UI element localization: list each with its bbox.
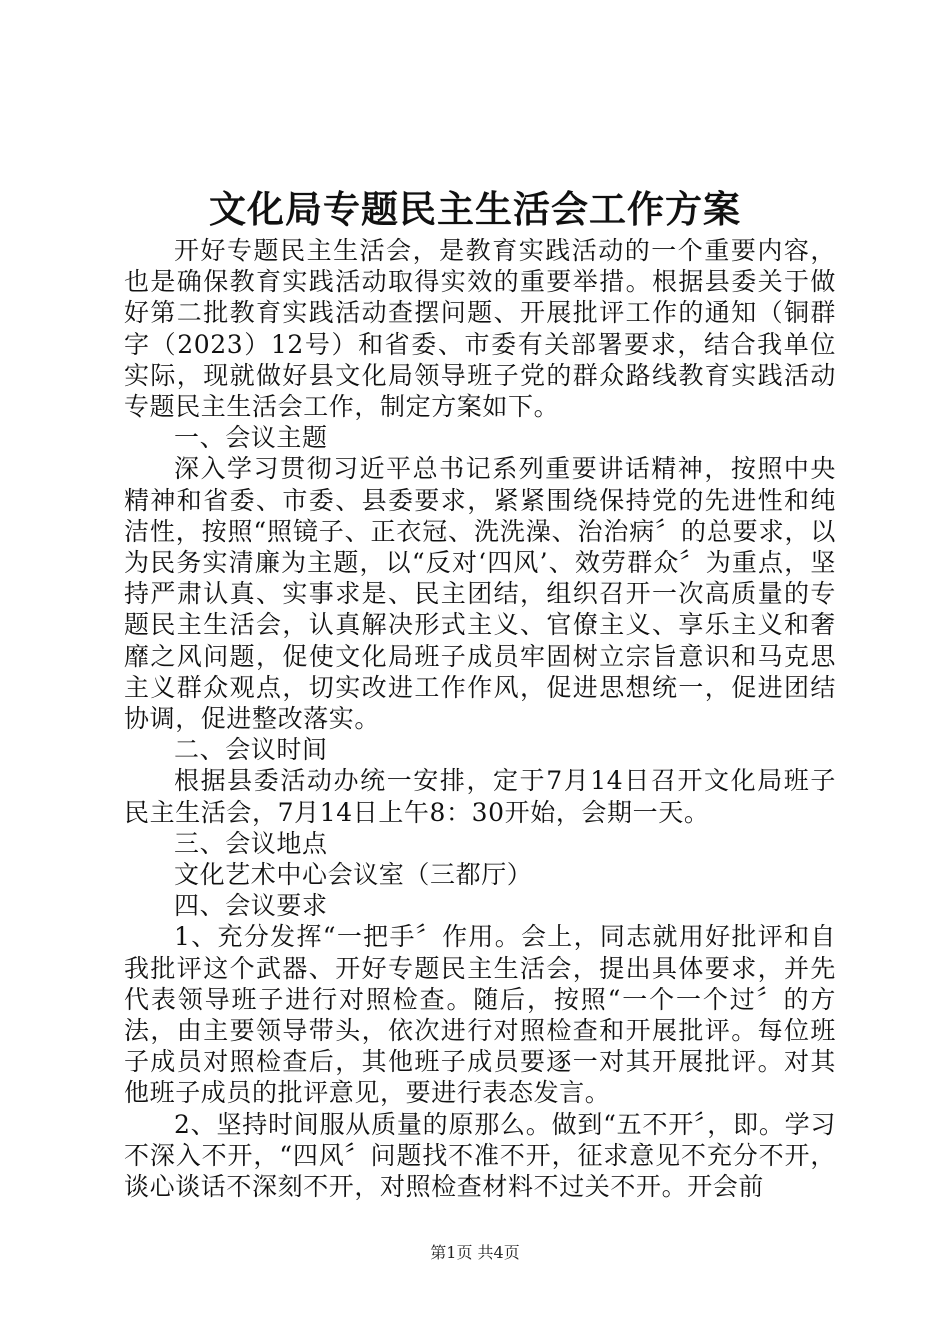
section-heading-time: 二、会议时间 (174, 735, 328, 765)
section-heading-location: 三、会议地点 (174, 828, 328, 858)
location-paragraph: 文化艺术中心会议室（三都厅） (174, 860, 533, 890)
time-paragraph: 根据县委活动办统一安排，定于7月14日召开文化局班子民主生活会，7月14日上午8：30开始，会期一天。 (124, 766, 836, 827)
document-title: 文化局专题民主生活会工作方案 (209, 187, 741, 231)
requirement-paragraph-1: 1、充分发挥“一把手〞作用。会上，同志就用好批评和自我批评这个武器、开好专题民主生活会，提出具体要求，并先代表领导班子进行对照检查。随后，按照“一个一个过〞的方法，由主要领导带头，依次进行对照检查和开展批评。每位班子成员对照检查后，其他班子成员要逐一对其开展批评。对其他班子成员的批评意见，要进行表态发言。 (124, 922, 836, 1108)
theme-paragraph: 深入学习贯彻习近平总书记系列重要讲话精神，按照中央精神和省委、市委、县委要求，紧紧围绕保持党的先进性和纯洁性，按照“照镜子、正衣冠、洗洗澡、治治病〞的总要求，以为民务实清廉为主题，以“反对‘四风’、效劳群众〞为重点，坚持严肃认真、实事求是、民主团结，组织召开一次高质量的专题民主生活会，认真解决形式主义、官僚主义、享乐主义和奢靡之风问题，促使文化局班子成员牢固树立宗旨意识和马克思主义群众观点，切实改进工作作风，促进思想统一，促进团结协调，促进整改落实。 (124, 454, 836, 734)
section-heading-theme: 一、会议主题 (174, 423, 328, 453)
document-body (124, 235, 836, 1202)
page-number-footer: 第1页 共4页 (430, 1243, 520, 1262)
requirement-paragraph-2: 2、坚持时间服从质量的原那么。做到“五不开〞，即。学习不深入不开，“四风〞问题找不准不开，征求意见不充分不开，谈心谈话不深刻不开，对照检查材料不过关不开。开会前 (124, 1109, 836, 1202)
intro-paragraph: 开好专题民主生活会，是教育实践活动的一个重要内容，也是确保教育实践活动取得实效的重要举措。根据县委关于做好第二批教育实践活动查摆问题、开展批评工作的通知（铜群字（2023）12号）和省委、市委有关部署要求，结合我单位实际，现就做好县文化局领导班子党的群众路线教育实践活动专题民主生活会工作，制定方案如下。 (124, 236, 836, 422)
section-heading-requirements: 四、会议要求 (174, 891, 328, 921)
